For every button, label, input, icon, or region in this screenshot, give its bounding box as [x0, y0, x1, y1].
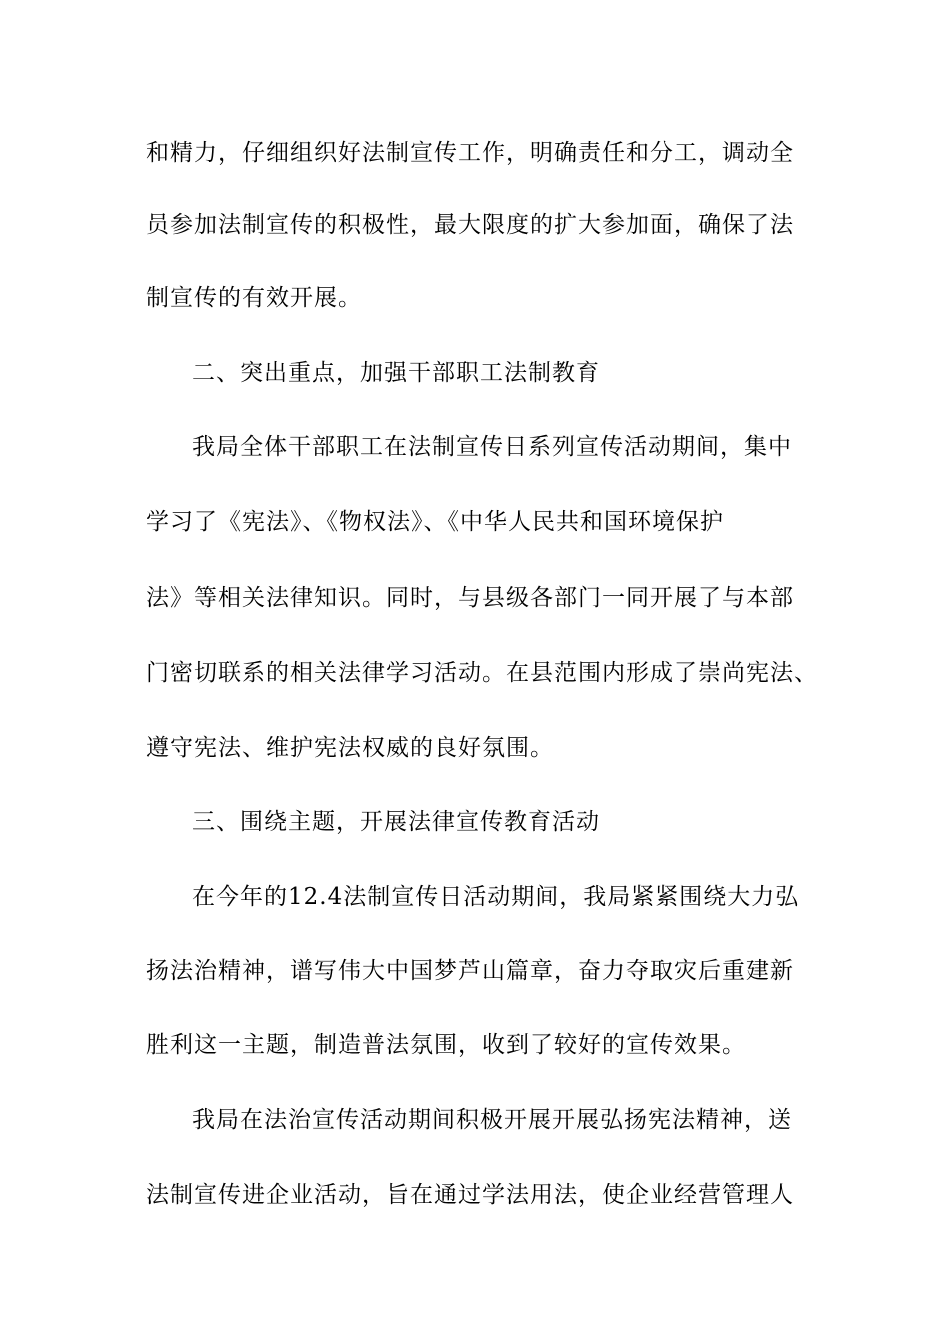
paragraph-line: 扬法治精神，谱写伟大中国梦芦山篇章，奋力夺取灾后重建新: [146, 958, 794, 984]
paragraph-line: 胜利这一主题，制造普法氛围，收到了较好的宣传效果。: [146, 1032, 746, 1058]
paragraph-line: 门密切联系的相关法律学习活动。在县范围内形成了崇尚宪法、: [146, 660, 818, 686]
section-heading: 三、围绕主题，开展法律宣传教育活动: [192, 809, 600, 835]
paragraph-line: 我局在法治宣传活动期间积极开展开展弘扬宪法精神，送: [192, 1107, 792, 1133]
paragraph-line: 我局全体干部职工在法制宣传日系列宣传活动期间，集中: [192, 434, 792, 460]
section-heading: 二、突出重点，加强干部职工法制教育: [192, 360, 600, 386]
paragraph-line: 在今年的12.4法制宣传日活动期间，我局紧紧围绕大力弘: [192, 884, 800, 910]
paragraph-line: 和精力，仔细组织好法制宣传工作，明确责任和分工，调动全: [146, 140, 794, 166]
paragraph-line: 法制宣传进企业活动，旨在通过学法用法，使企业经营管理人: [146, 1182, 794, 1208]
paragraph-line: 制宣传的有效开展。: [146, 285, 362, 311]
paragraph-line: 法》等相关法律知识。同时，与县级各部门一同开展了与本部: [146, 585, 794, 611]
paragraph-line: 员参加法制宣传的积极性，最大限度的扩大参加面，确保了法: [146, 212, 794, 238]
paragraph-line: 遵守宪法、维护宪法权威的良好氛围。: [146, 735, 554, 761]
paragraph-line: 学习了《宪法》、《物权法》、《中华人民共和国环境保护: [146, 509, 724, 535]
